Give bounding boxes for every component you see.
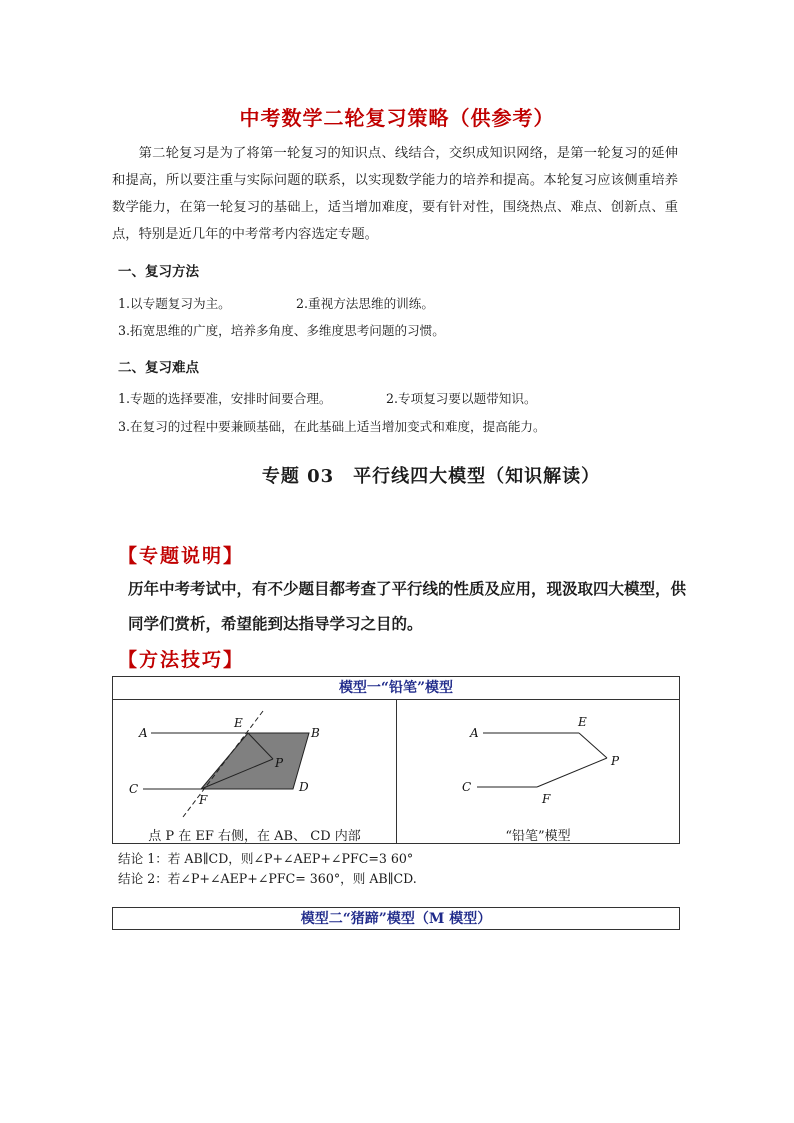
model1-left-caption: 点 P 在 EF 右侧，在 AB、 CD 内部	[148, 829, 361, 844]
section1-item-2: 2.重视方法思维的训练。	[296, 296, 434, 311]
segment-EP	[579, 733, 607, 758]
topic-title: 专题 03 平行线四大模型（知识解读）	[261, 466, 601, 487]
section2-item-1: 1.专题的选择要准，安排时间要合理。	[118, 391, 332, 406]
label-D: D	[299, 780, 309, 794]
model1-left-figure	[113, 699, 396, 827]
shaded-region	[201, 733, 309, 789]
section1-item-3: 3.拓宽思维的广度，培养多角度、多维度思考问题的习惯。	[118, 323, 445, 338]
label-E: E	[578, 715, 587, 729]
document-title: 中考数学二轮复习策略（供参考）	[239, 106, 555, 130]
section1-heading: 一、复习方法	[118, 264, 199, 280]
model2-box	[112, 907, 680, 930]
label-A: A	[139, 726, 148, 740]
label-F: F	[542, 792, 551, 806]
model1-header: 模型一“铅笔”模型	[113, 677, 679, 700]
label-P: P	[611, 754, 620, 768]
model1-right-caption: “铅笔”模型	[505, 829, 571, 844]
label-A: A	[470, 726, 479, 740]
model1-box	[112, 676, 680, 844]
model1-right-figure	[397, 699, 679, 827]
model2-header: 模型二“猪蹄”模型（M 模型）	[300, 911, 492, 927]
label-C: C	[462, 780, 472, 794]
conclusion-1: 结论 1：若 AB∥CD，则∠P+∠AEP+∠PFC=3 60°	[118, 851, 414, 866]
section2-item-2: 2.专项复习要以题带知识。	[386, 391, 537, 406]
label-P: P	[275, 756, 284, 770]
label-F: F	[199, 793, 208, 807]
section1-item-1: 1.以专题复习为主。	[118, 296, 231, 311]
segment-PF	[537, 758, 607, 787]
topic-note-heading: 【专题说明】	[118, 545, 245, 567]
section2-item-3: 3.在复习的过程中要兼顾基础，在此基础上适当增加变式和难度，提高能力。	[118, 419, 546, 434]
label-C: C	[129, 782, 139, 796]
intro-paragraph: 第二轮复习是为了将第一轮复习的知识点、线结合，交织成知识网络，是第一轮复习的延伸和提高，所以要注重与实际问题的联系，以实现数学能力的培养和提高。本轮复习应该侧重培养数学能力，在第一轮复习的基础上，适当增加难度，要有针对性，围绕热点、难点、创新点、重点，特别是近几年的中考常考内容选定专题。	[112, 146, 678, 242]
label-B: B	[311, 726, 320, 740]
conclusion-2: 结论 2：若∠P+∠AEP+∠PFC= 360°，则 AB∥CD.	[118, 871, 417, 886]
method-heading: 【方法技巧】	[118, 649, 245, 671]
topic-note-paragraph: 历年中考考试中，有不少题目都考查了平行线的性质及应用，现汲取四大模型，供同学们赏析，希望能到达指导学习之目的。	[128, 579, 687, 633]
section2-heading: 二、复习难点	[118, 360, 199, 376]
label-E: E	[234, 716, 243, 730]
